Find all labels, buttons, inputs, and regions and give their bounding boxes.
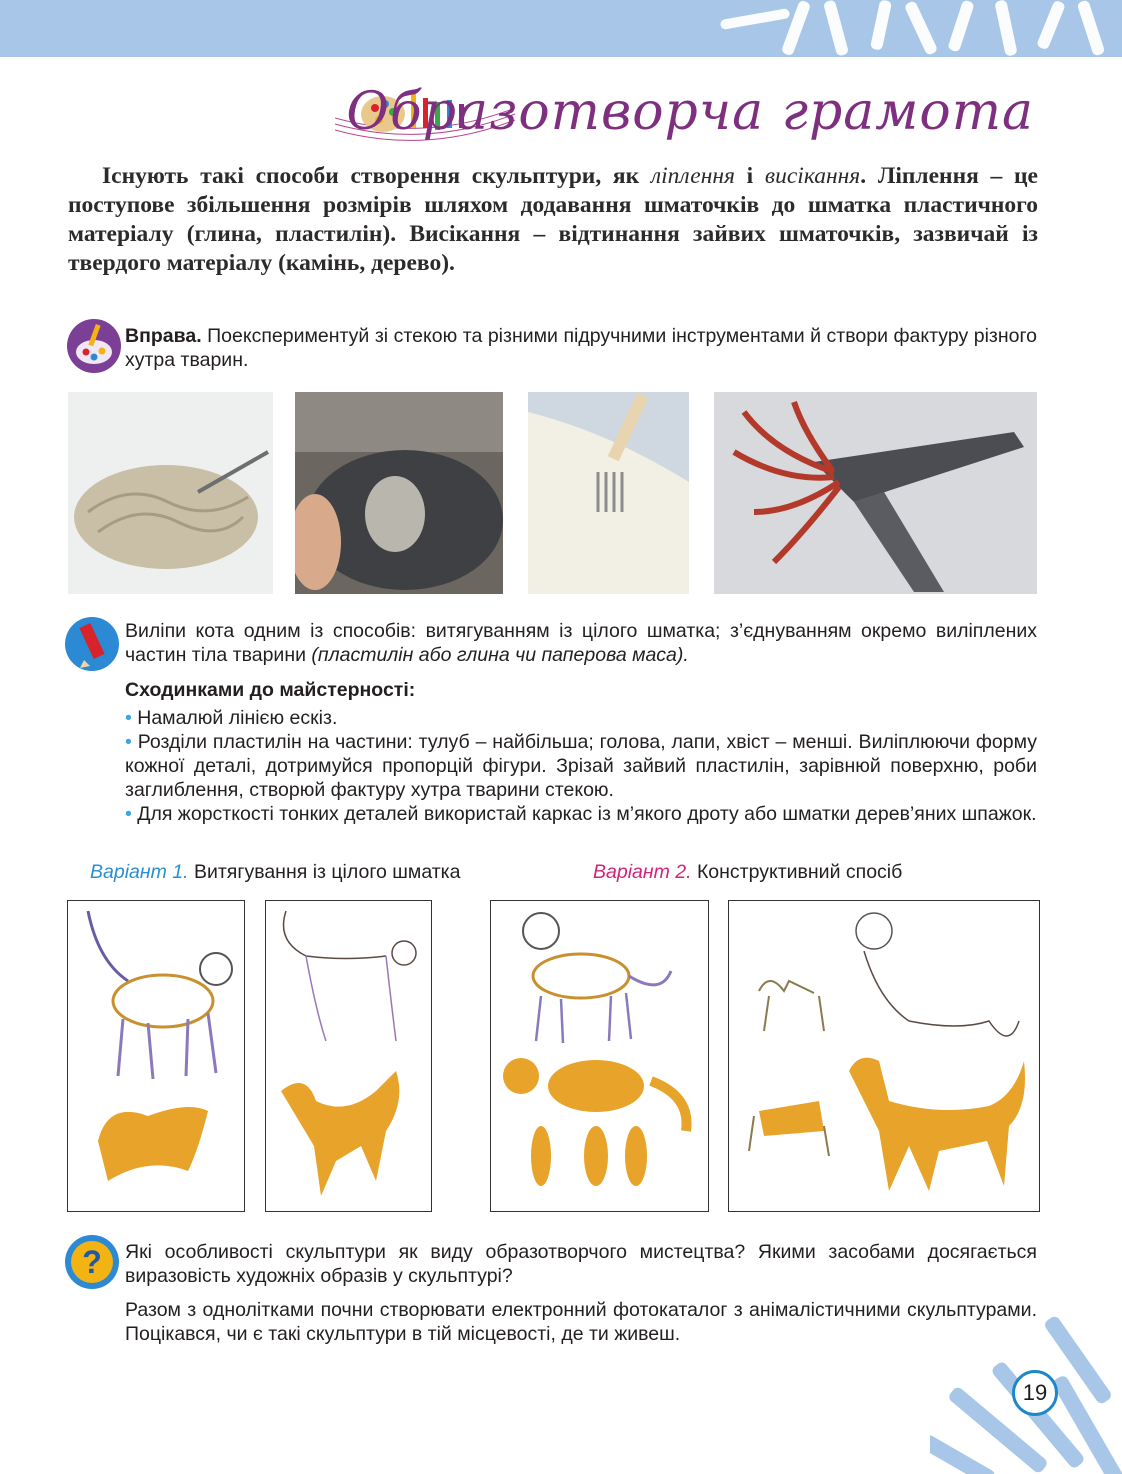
question-1: Які особливості скульптури як виду образотворчого мистецтва? Якими засобами досягається виразовість художніх образів у скульптурі? — [125, 1241, 1037, 1287]
steps-list — [125, 706, 1037, 826]
intro-text-2: і — [734, 163, 765, 189]
variant-1-caption — [90, 860, 460, 884]
bullet: • — [125, 707, 132, 729]
brushes-decoration-icon — [700, 0, 1122, 60]
step-item: • Розділи пластилін на частини: тулуб – найбільша; голова, лапи, хвіст – менші. Виліплюючи форму кожної деталі, дотримуйся пропорцій фігури. Зрізай зайвий пластилін, зарівнюй поверхню, роби заглиблення, створюй фактуру хутра тварини стекою. — [125, 731, 1037, 801]
variant-2-label: Варіант 2. — [593, 861, 692, 883]
variant-1-label: Варіант 1. — [90, 861, 189, 883]
exercise-paragraph — [125, 324, 1037, 372]
task-text: Виліпи кота одним із способів: витягуванням із цілого шматка; з’єднуванням окремо виліплених частин тіла тварини — [125, 620, 1037, 666]
task-materials: (пластилін або глина чи паперова маса). — [311, 644, 689, 666]
pencil-icon — [64, 616, 120, 672]
photo-clay-stack — [68, 392, 273, 594]
intro-paragraph — [68, 162, 1038, 278]
photo-garlic-press — [714, 392, 1037, 594]
variant-1-sketch-frame — [67, 900, 245, 1212]
step-item: • Для жорсткості тонких деталей використай каркас із м’якого дроту або шматки дерев’яних шпажок. — [125, 803, 1037, 825]
intro-text-3: . Ліплення – це поступове збільшення розмірів шляхом додавання шматочків до шматка пластичного матеріалу (глина, пластилін). Висікання – відтинання зайвих шматочків, зазвичай із твердого матеріалу (камінь, дерево). — [68, 163, 1038, 276]
question-2: Разом з однолітками почни створювати електронний фотокаталог з анімалістичними скульптурами. Поцікався, чи є такі скульптури в тій місцевості, де ти живеш. — [125, 1299, 1037, 1345]
intro-text-1: Існують такі способи створення скульптури, як — [102, 163, 651, 189]
variant-1-model-frame — [265, 900, 432, 1212]
variant-2-text: Конструктивний спосіб — [691, 861, 903, 883]
variant-2-model-frame — [728, 900, 1040, 1212]
bullet: • — [125, 731, 132, 753]
task-paragraph — [125, 619, 1037, 667]
bullet: • — [125, 803, 132, 825]
variant-2-caption — [593, 860, 902, 884]
step-item: • Намалюй лінією ескіз. — [125, 707, 338, 729]
term-carving: висікання — [764, 163, 861, 189]
photo-sieve — [295, 392, 503, 594]
photo-fork-texture — [528, 392, 689, 594]
term-modeling: ліплення — [650, 163, 735, 189]
variant-1-text: Витягування із цілого шматка — [188, 861, 461, 883]
exercise-text: Поекспериментуй зі стекою та різними підручними інструментами й створи фактуру різного хутра тварин. — [125, 325, 1037, 371]
paint-brush-icon — [66, 318, 122, 374]
page-number: 19 — [1012, 1370, 1058, 1416]
steps-heading: Сходинками до майстерності: — [125, 679, 416, 701]
exercise-label: Вправа. — [125, 325, 202, 347]
variant-2-sketch-frame — [490, 900, 709, 1212]
question-icon — [64, 1234, 120, 1290]
svg-text:?: ? — [82, 1244, 102, 1280]
page-title: Образотворча грамота — [346, 82, 1034, 142]
